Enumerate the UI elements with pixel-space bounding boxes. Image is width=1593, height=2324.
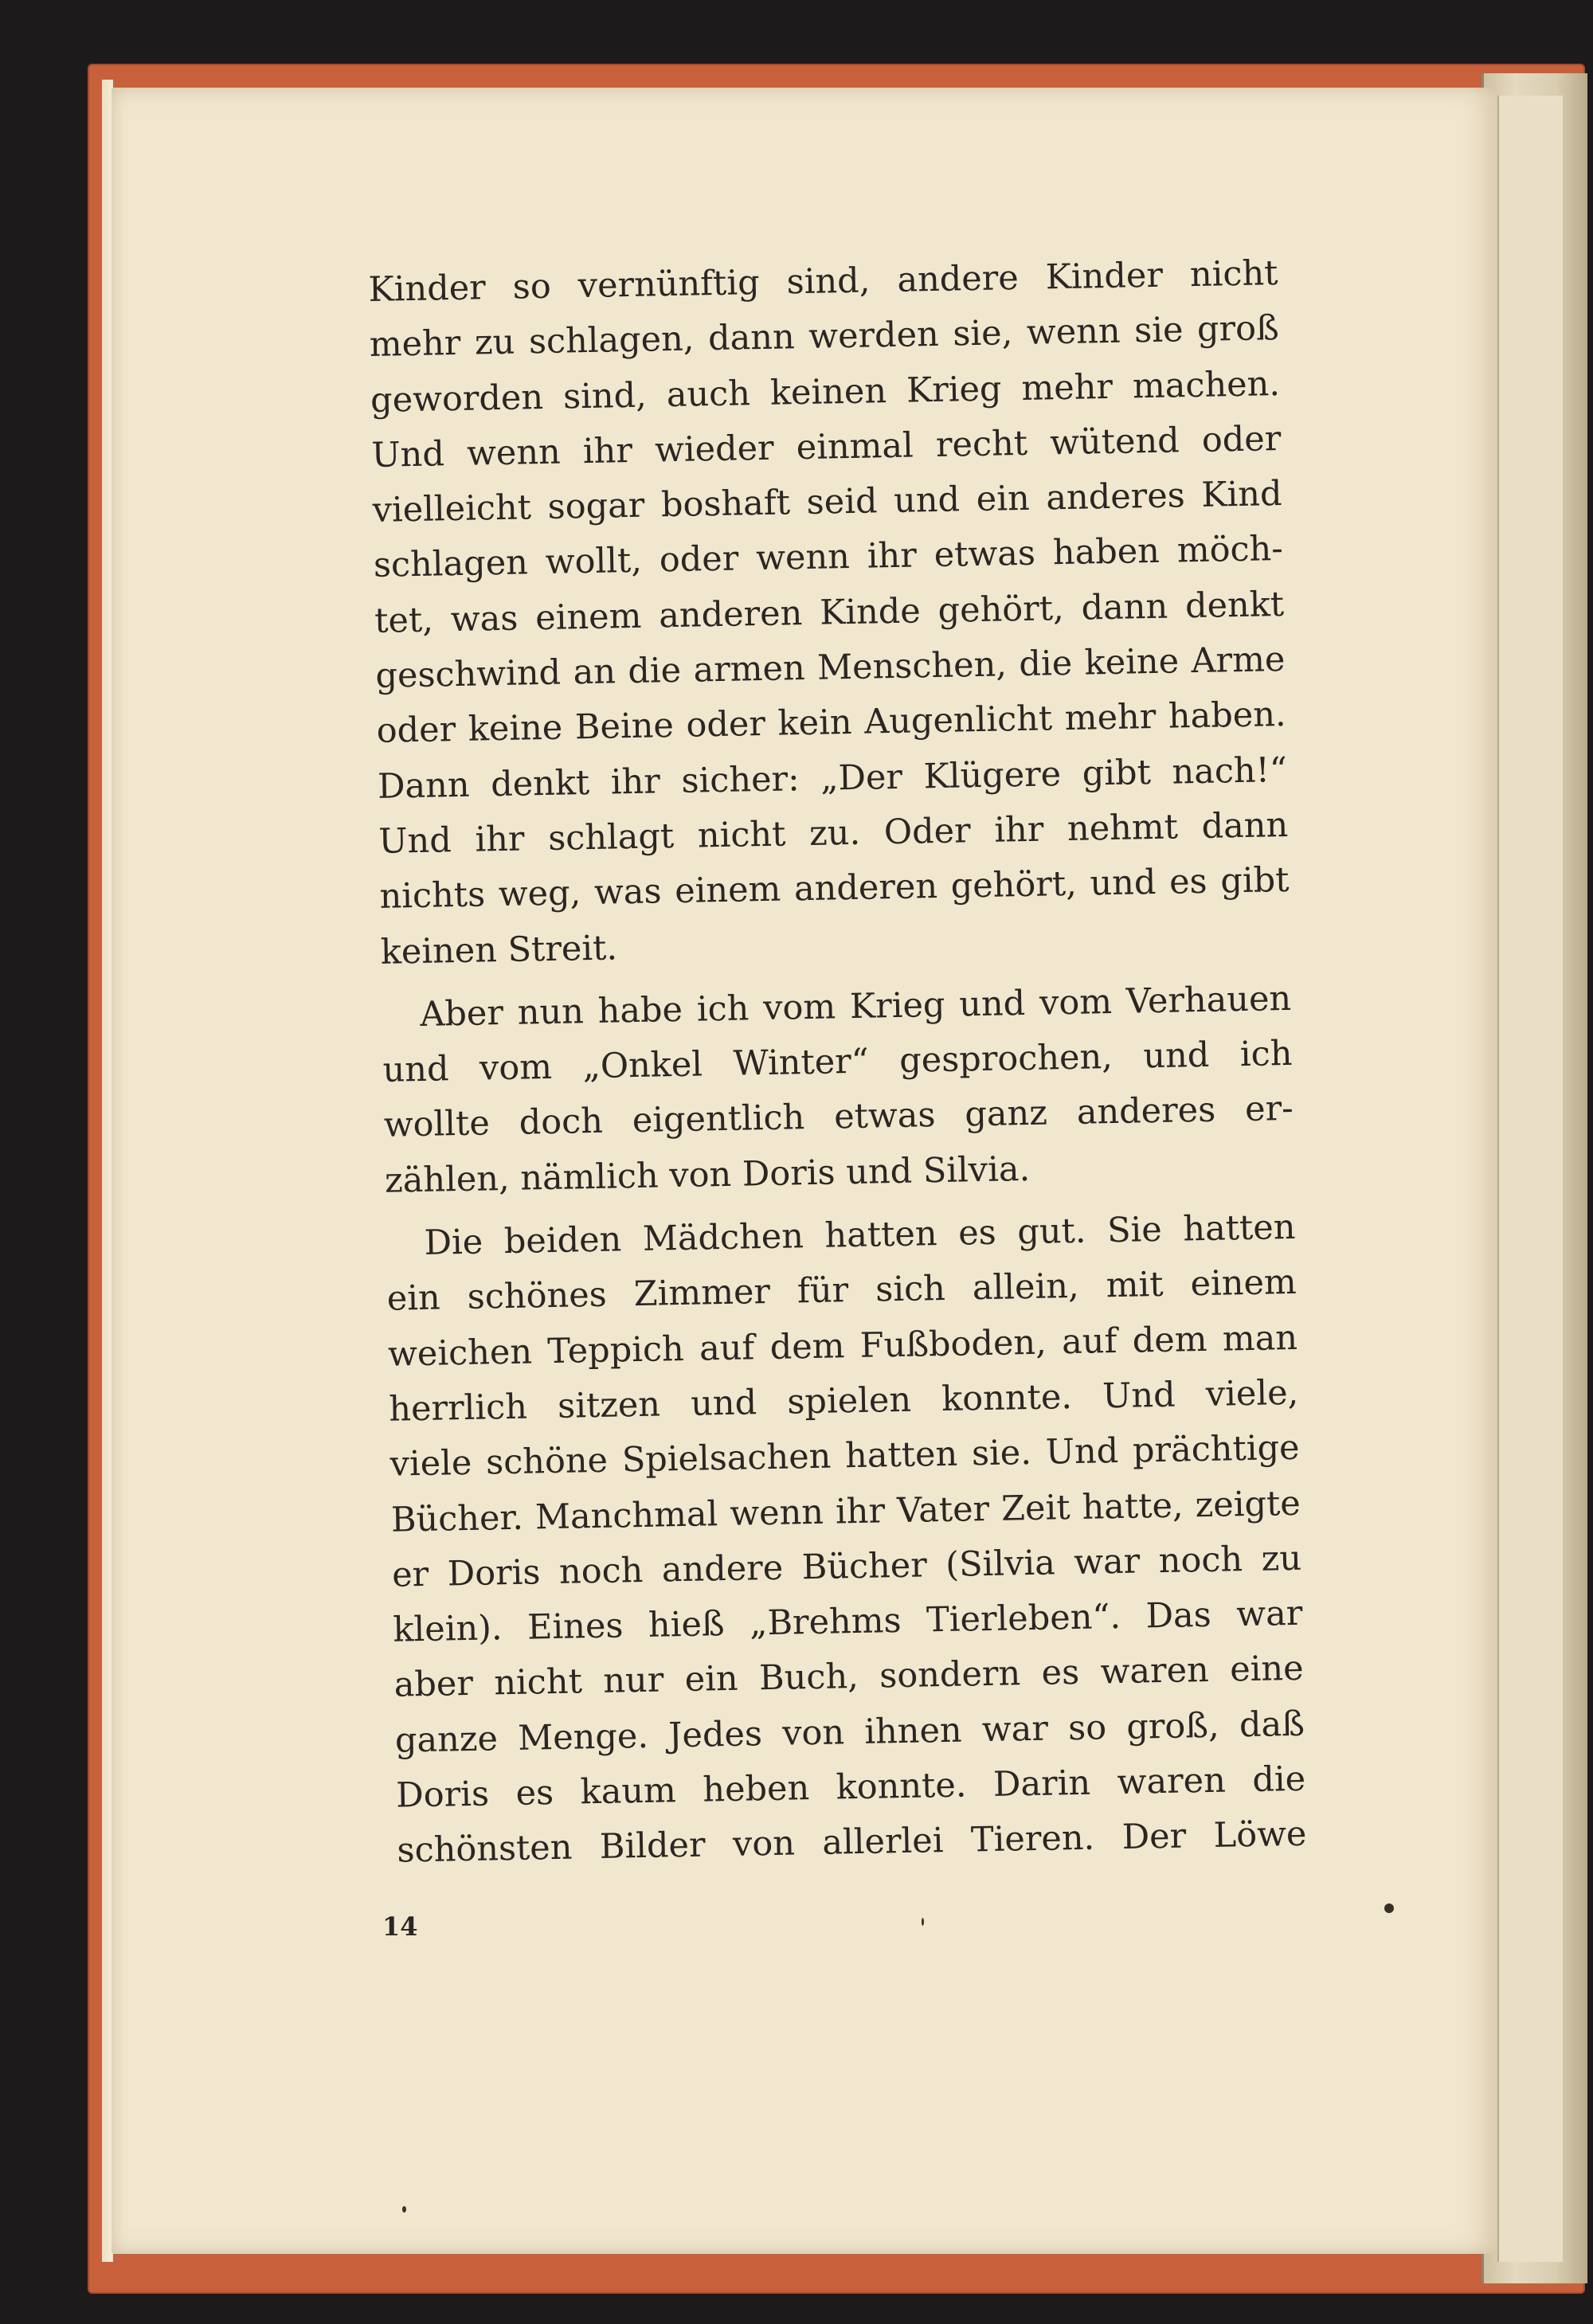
text-line: schönsten Bilder von allerlei Tieren. Der Löwe: [397, 1814, 1307, 1871]
text-line: nichts weg, was einem anderen gehört, und es gibt: [379, 860, 1290, 917]
paper-speck: [922, 1918, 924, 1926]
text-line: Bücher. Manchmal wenn ihr Vater Zeit hatte, zeigte: [390, 1483, 1301, 1540]
text-line: vielleicht sogar boshaft seid und ein anderes Kind: [372, 474, 1282, 531]
paper-speck: [402, 2206, 406, 2212]
text-line: oder keine Beine oder kein Augenlicht mehr haben.: [376, 694, 1287, 752]
paragraph-3: [386, 1200, 1307, 1879]
paper-speck: [1384, 1903, 1394, 1913]
paragraph-1: [368, 246, 1290, 980]
text-line: Und wenn ihr wieder einmal recht wütend oder: [370, 418, 1282, 475]
text-line: Dann denkt ihr sicher: „Der Klügere gibt nach!“: [377, 749, 1288, 807]
text-line: Doris es kaum heben konnte. Darin waren die: [395, 1759, 1306, 1816]
text-line: ganze Menge. Jedes von ihnen war so groß, daß: [394, 1704, 1305, 1761]
next-page-edge: [1497, 96, 1563, 2262]
text-line: Aber nun habe ich vom Krieg und vom Verhauen: [419, 978, 1292, 1035]
page-number: 14: [382, 1911, 418, 1942]
text-line: Und ihr schlagt nicht zu. Oder ihr nehmt dann: [378, 804, 1289, 862]
text-line: viele schöne Spielsachen hatten sie. Und prächtige: [389, 1428, 1300, 1485]
text-line: mehr zu schlagen, dann werden sie, wenn sie groß: [369, 308, 1280, 366]
text-line: aber nicht nur ein Buch, sondern es waren eine: [393, 1649, 1305, 1706]
text-line: klein). Eines hieß „Brehms Tierleben“. Das war: [393, 1593, 1303, 1650]
text-line: weichen Teppich auf dem Fußboden, auf dem man: [387, 1317, 1298, 1375]
text-line: wollte doch eigentlich etwas ganz anderes er-: [383, 1089, 1294, 1146]
text-line: geworden sind, auch keinen Krieg mehr machen.: [370, 363, 1281, 421]
text-line: Kinder so vernünftig sind, andere Kinder nicht: [368, 253, 1278, 310]
text-line: und vom „Onkel Winter“ gesprochen, und ich: [382, 1034, 1293, 1090]
text-line: zählen, nämlich von Doris und Silvia.: [384, 1148, 1031, 1201]
text-line: schlagen wollt, oder wenn ihr etwas haben möch-: [373, 529, 1284, 586]
text-line: keinen Streit.: [380, 927, 618, 972]
text-line: ein schönes Zimmer für sich allein, mit einem: [386, 1262, 1297, 1320]
text-line: herrlich sitzen und spielen konnte. Und viele,: [388, 1372, 1299, 1430]
paragraph-2: [382, 972, 1295, 1209]
text-line: tet, was einem anderen Kinde gehört, dann denkt: [374, 584, 1285, 641]
text-line: Die beiden Mädchen hatten es gut. Sie hatten: [424, 1207, 1296, 1263]
text-line: er Doris noch andere Bücher (Silvia war noch zu: [391, 1538, 1302, 1595]
text-line: geschwind an die armen Menschen, die keine Arme: [375, 640, 1286, 696]
page-text: [368, 246, 1307, 1879]
